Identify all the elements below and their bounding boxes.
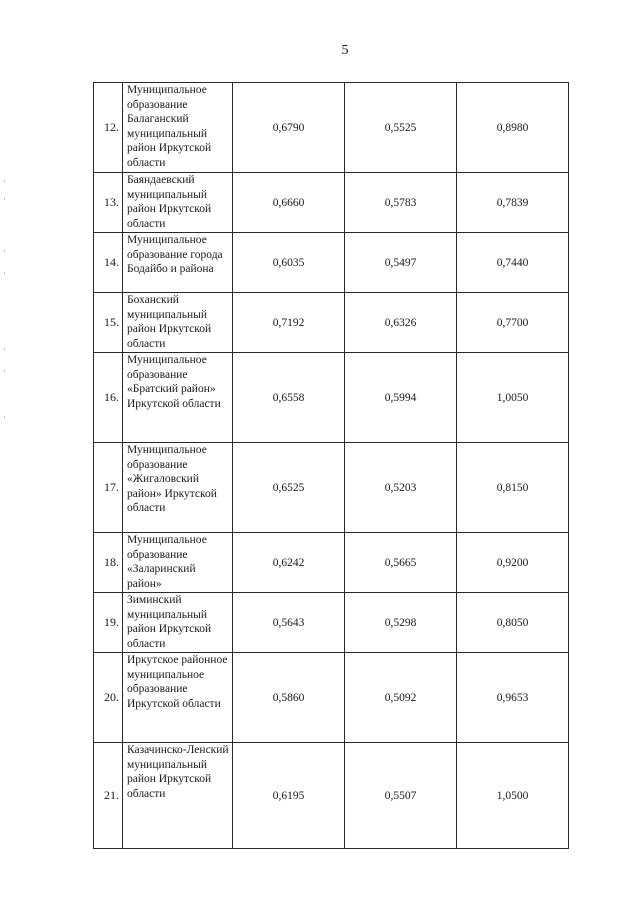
table-row bbox=[94, 443, 569, 533]
table-row bbox=[94, 293, 569, 353]
row-number: 13. bbox=[94, 173, 123, 233]
value-col-3: 0,8980 bbox=[457, 83, 569, 173]
row-number: 15. bbox=[94, 293, 123, 353]
table-row bbox=[94, 593, 569, 653]
scan-margin-marks bbox=[4, 180, 6, 420]
table-row bbox=[94, 173, 569, 233]
data-table bbox=[93, 82, 569, 849]
row-number: 19. bbox=[94, 593, 123, 653]
row-number: 17. bbox=[94, 443, 123, 533]
value-col-2: 0,5525 bbox=[345, 83, 457, 173]
municipality-name: Муниципальное образование «Заларинский район» bbox=[123, 533, 233, 593]
municipality-name: Муниципальное образование «Братский район» Иркутской области bbox=[123, 353, 233, 443]
value-col-1: 0,6660 bbox=[233, 173, 345, 233]
municipality-name: Муниципальное образование Балаганский муниципальный район Иркутской области bbox=[123, 83, 233, 173]
table-row bbox=[94, 83, 569, 173]
value-col-1: 0,5860 bbox=[233, 653, 345, 743]
value-col-1: 0,6558 bbox=[233, 353, 345, 443]
value-col-2: 0,5783 bbox=[345, 173, 457, 233]
value-col-1: 0,5643 bbox=[233, 593, 345, 653]
row-number: 14. bbox=[94, 233, 123, 293]
value-col-3: 1,0500 bbox=[457, 743, 569, 849]
value-col-1: 0,6525 bbox=[233, 443, 345, 533]
table-row bbox=[94, 743, 569, 849]
value-col-2: 0,5497 bbox=[345, 233, 457, 293]
municipality-name: Муниципальное образование города Бодайбо и района bbox=[123, 233, 233, 293]
municipality-name: Казачинско-Ленский муниципальный район Иркутской области bbox=[123, 743, 233, 849]
row-number: 12. bbox=[94, 83, 123, 173]
value-col-3: 0,9200 bbox=[457, 533, 569, 593]
table-row bbox=[94, 653, 569, 743]
table-row bbox=[94, 533, 569, 593]
value-col-2: 0,5665 bbox=[345, 533, 457, 593]
value-col-2: 0,5298 bbox=[345, 593, 457, 653]
municipality-name: Зиминский муниципальный район Иркутской области bbox=[123, 593, 233, 653]
value-col-1: 0,6195 bbox=[233, 743, 345, 849]
value-col-3: 0,7700 bbox=[457, 293, 569, 353]
table-row bbox=[94, 353, 569, 443]
municipality-name: Муниципальное образование «Жигаловский район» Иркутской области bbox=[123, 443, 233, 533]
value-col-2: 0,5507 bbox=[345, 743, 457, 849]
value-col-3: 0,9653 bbox=[457, 653, 569, 743]
value-col-2: 0,6326 bbox=[345, 293, 457, 353]
value-col-2: 0,5203 bbox=[345, 443, 457, 533]
value-col-3: 0,8050 bbox=[457, 593, 569, 653]
table-row bbox=[94, 233, 569, 293]
municipality-name: Боханский муниципальный район Иркутской области bbox=[123, 293, 233, 353]
municipality-name: Иркутское районное муниципальное образование Иркутской области bbox=[123, 653, 233, 743]
value-col-1: 0,6035 bbox=[233, 233, 345, 293]
row-number: 20. bbox=[94, 653, 123, 743]
municipality-name: Баяндаевский муниципальный район Иркутской области bbox=[123, 173, 233, 233]
value-col-1: 0,7192 bbox=[233, 293, 345, 353]
value-col-2: 0,5092 bbox=[345, 653, 457, 743]
value-col-3: 0,8150 bbox=[457, 443, 569, 533]
row-number: 21. bbox=[94, 743, 123, 849]
value-col-1: 0,6242 bbox=[233, 533, 345, 593]
value-col-3: 0,7440 bbox=[457, 233, 569, 293]
row-number: 16. bbox=[94, 353, 123, 443]
value-col-2: 0,5994 bbox=[345, 353, 457, 443]
page-number: 5 bbox=[341, 43, 349, 58]
row-number: 18. bbox=[94, 533, 123, 593]
value-col-3: 1,0050 bbox=[457, 353, 569, 443]
value-col-1: 0,6790 bbox=[233, 83, 345, 173]
value-col-3: 0,7839 bbox=[457, 173, 569, 233]
